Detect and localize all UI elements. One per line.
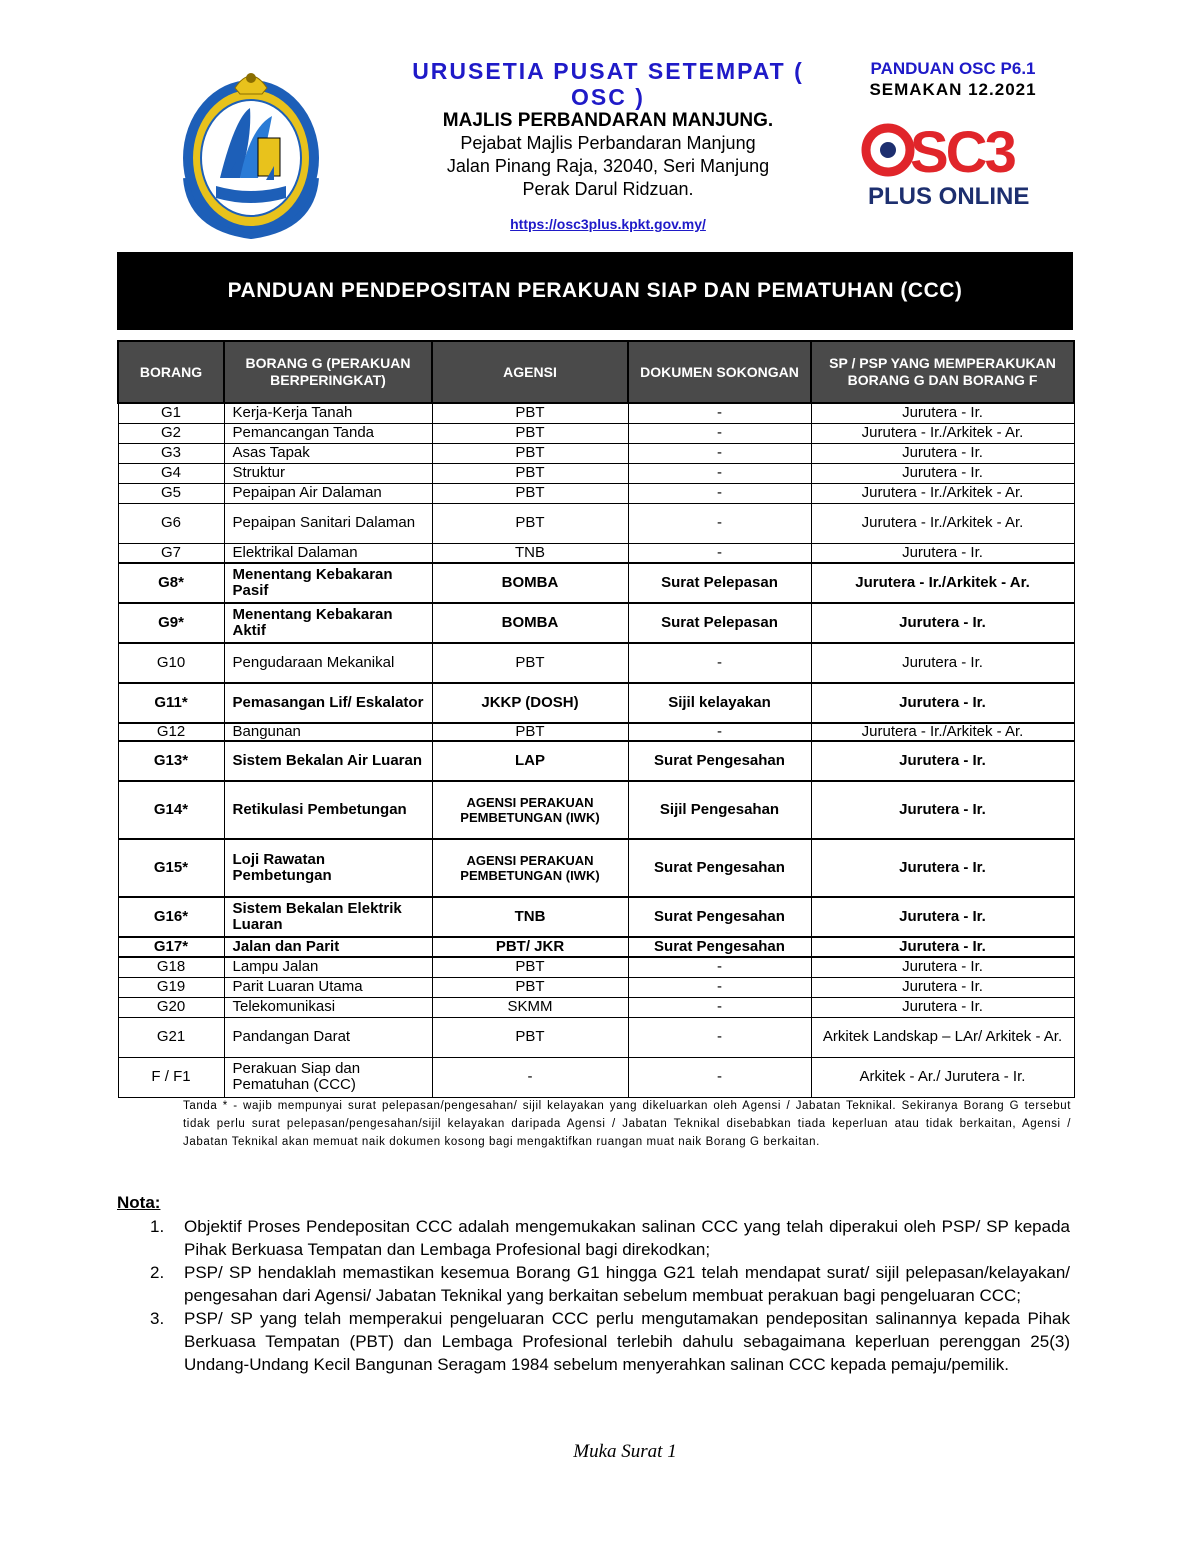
certifier-cell: Jurutera - Ir. xyxy=(811,897,1074,937)
form-description-cell: Pemasangan Lif/ Eskalator xyxy=(224,683,432,723)
supporting-document-cell: - xyxy=(628,463,811,483)
form-description-cell: Pemancangan Tanda xyxy=(224,423,432,443)
form-code-cell: G11* xyxy=(118,683,224,723)
table-row xyxy=(118,643,1074,683)
certifier-cell: Jurutera - Ir. xyxy=(811,643,1074,683)
table-row xyxy=(118,483,1074,503)
page-number: Muka Surat 1 xyxy=(573,1441,677,1462)
table-row xyxy=(118,723,1074,741)
table-row xyxy=(118,957,1074,977)
supporting-document-cell: Sijil kelayakan xyxy=(628,683,811,723)
agency-cell: PBT xyxy=(432,423,628,443)
form-description-cell: Pengudaraan Mekanikal xyxy=(224,643,432,683)
certifier-cell: Jurutera - Ir./Arkitek - Ar. xyxy=(811,483,1074,503)
reference-block xyxy=(848,58,1058,100)
osc-logo-subtitle: PLUS ONLINE xyxy=(868,183,1030,210)
table-row xyxy=(118,937,1074,957)
table-row xyxy=(118,741,1074,781)
address-line-3: Perak Darul Ridzuan. xyxy=(522,179,694,199)
svg-text:SC3: SC3 xyxy=(910,120,1014,185)
form-code-cell: G15* xyxy=(118,839,224,897)
table-row xyxy=(118,839,1074,897)
table-row xyxy=(118,977,1074,997)
supporting-document-cell: - xyxy=(628,1017,811,1057)
table-header-row xyxy=(118,341,1074,403)
supporting-document-cell: Sijil Pengesahan xyxy=(628,781,811,839)
column-header: SP / PSP YANG MEMPERAKUKAN BORANG G DAN BORANG F xyxy=(811,341,1074,403)
footnote: Tanda * - wajib mempunyai surat pelepasan/pengesahan/ sijil kelayakan yang dikeluarkan oleh Agensi / Jabatan Teknikal. Sekiranya Borang G tersebut tidak perlu surat pelepasan/pengesahan/sijil kelayakan daripada Agensi / Jabatan Teknikal disebabkan tiada keperluan atau tidak berkaitan, Agensi / Jabatan Teknikal akan memuat naik dokumen kosong bagi mengaktifkan ruangan muat naik Borang G berkaitan. xyxy=(183,1100,1071,1148)
supporting-document-cell: - xyxy=(628,403,811,423)
supporting-document-cell: Surat Pengesahan xyxy=(628,937,811,957)
supporting-document-cell: - xyxy=(628,997,811,1017)
osc3-plus-online-logo xyxy=(858,116,1054,210)
certifier-cell: Jurutera - Ir. xyxy=(811,977,1074,997)
header-title: URUSETIA PUSAT SETEMPAT ( OSC ) xyxy=(412,58,804,110)
table-row xyxy=(118,443,1074,463)
table-row xyxy=(118,897,1074,937)
table-row xyxy=(118,997,1074,1017)
form-description-cell: Lampu Jalan xyxy=(224,957,432,977)
supporting-document-cell: - xyxy=(628,957,811,977)
form-description-cell: Menentang Kebakaran Pasif xyxy=(224,563,432,603)
certifier-cell: Arkitek Landskap – LAr/ Arkitek - Ar. xyxy=(811,1017,1074,1057)
form-description-cell: Pepaipan Sanitari Dalaman xyxy=(224,503,432,543)
header-block xyxy=(390,58,826,234)
certifier-cell: Jurutera - Ir. xyxy=(811,781,1074,839)
certifier-cell: Jurutera - Ir./Arkitek - Ar. xyxy=(811,723,1074,741)
form-code-cell: G21 xyxy=(118,1017,224,1057)
table-row xyxy=(118,603,1074,643)
agency-cell: BOMBA xyxy=(432,563,628,603)
form-code-cell: G16* xyxy=(118,897,224,937)
form-description-cell: Pepaipan Air Dalaman xyxy=(224,483,432,503)
form-description-cell: Parit Luaran Utama xyxy=(224,977,432,997)
note-text: Objektif Proses Pendepositan CCC adalah mengemukakan salinan CCC yang telah diperakui oleh PSP/ SP kepada Pihak Berkuasa Tempatan dan Lembaga Profesional bagi direkodkan; xyxy=(184,1217,1070,1259)
certifier-cell: Jurutera - Ir. xyxy=(811,603,1074,643)
supporting-document-cell: - xyxy=(628,443,811,463)
certifier-cell: Jurutera - Ir. xyxy=(811,543,1074,563)
form-code-cell: G12 xyxy=(118,723,224,741)
table-row xyxy=(118,1057,1074,1097)
agency-cell: PBT xyxy=(432,443,628,463)
table-row xyxy=(118,423,1074,443)
form-code-cell: G14* xyxy=(118,781,224,839)
address-line-2: Jalan Pinang Raja, 32040, Seri Manjung xyxy=(446,156,770,176)
form-code-cell: G19 xyxy=(118,977,224,997)
table-row xyxy=(118,683,1074,723)
form-code-cell: G13* xyxy=(118,741,224,781)
form-code-cell: G17* xyxy=(118,937,224,957)
document-title: PANDUAN PENDEPOSITAN PERAKUAN SIAP DAN PEMATUHAN (CCC) xyxy=(117,252,1073,330)
supporting-document-cell: Surat Pelepasan xyxy=(628,563,811,603)
certifier-cell: Jurutera - Ir. xyxy=(811,937,1074,957)
supporting-document-cell: - xyxy=(628,503,811,543)
supporting-document-cell: - xyxy=(628,543,811,563)
agency-cell: TNB xyxy=(432,897,628,937)
table-row xyxy=(118,403,1074,423)
osc-website-link[interactable]: https://osc3plus.kpkt.gov.my/ xyxy=(510,216,706,232)
table-row xyxy=(118,463,1074,483)
column-header: BORANG xyxy=(118,341,224,403)
agency-cell: LAP xyxy=(432,741,628,781)
certifier-cell: Jurutera - Ir. xyxy=(811,463,1074,483)
form-code-cell: G2 xyxy=(118,423,224,443)
agency-cell: PBT xyxy=(432,503,628,543)
note-number: 1. xyxy=(150,1217,165,1236)
list-item xyxy=(144,1215,1070,1261)
certifier-cell: Jurutera - Ir. xyxy=(811,957,1074,977)
certifier-cell: Jurutera - Ir./Arkitek - Ar. xyxy=(811,423,1074,443)
agency-cell: PBT xyxy=(432,403,628,423)
note-number: 3. xyxy=(150,1309,165,1328)
form-description-cell: Telekomunikasi xyxy=(224,997,432,1017)
supporting-document-cell: Surat Pengesahan xyxy=(628,897,811,937)
agency-cell: PBT xyxy=(432,723,628,741)
column-header: BORANG G (PERAKUAN BERPERINGKAT) xyxy=(224,341,432,403)
supporting-document-cell: - xyxy=(628,423,811,443)
notes-heading: Nota: xyxy=(117,1193,161,1212)
agency-cell: PBT xyxy=(432,483,628,503)
form-code-cell: G1 xyxy=(118,403,224,423)
form-description-cell: Sistem Bekalan Elektrik Luaran xyxy=(224,897,432,937)
certifier-cell: Jurutera - Ir./Arkitek - Ar. xyxy=(811,563,1074,603)
form-description-cell: Menentang Kebakaran Aktif xyxy=(224,603,432,643)
council-name: MAJLIS PERBANDARAN MANJUNG. xyxy=(442,110,774,131)
table-row xyxy=(118,543,1074,563)
form-code-cell: G5 xyxy=(118,483,224,503)
list-item xyxy=(144,1307,1070,1376)
list-item xyxy=(144,1261,1070,1307)
form-description-cell: Loji Rawatan Pembetungan xyxy=(224,839,432,897)
agency-cell: AGENSI PERAKUAN PEMBETUNGAN (IWK) xyxy=(432,839,628,897)
certifier-cell: Jurutera - Ir. xyxy=(811,741,1074,781)
note-text: PSP/ SP hendaklah memastikan kesemua Borang G1 hingga G21 telah mendapat surat/ sijil pelepasan/kelayakan/ pengesahan dari Agensi/ Jabatan Teknikal yang berkaitan sebelum membuat perakuan bagi pengeluaran CCC; xyxy=(184,1263,1070,1305)
supporting-document-cell: Surat Pelepasan xyxy=(628,603,811,643)
agency-cell: PBT/ JKR xyxy=(432,937,628,957)
form-description-cell: Struktur xyxy=(224,463,432,483)
agency-cell: BOMBA xyxy=(432,603,628,643)
form-description-cell: Jalan dan Parit xyxy=(224,937,432,957)
form-code-cell: G6 xyxy=(118,503,224,543)
agency-cell: JKKP (DOSH) xyxy=(432,683,628,723)
note-number: 2. xyxy=(150,1263,165,1282)
agency-cell: PBT xyxy=(432,1017,628,1057)
form-code-cell: G18 xyxy=(118,957,224,977)
agency-cell: SKMM xyxy=(432,997,628,1017)
form-description-cell: Kerja-Kerja Tanah xyxy=(224,403,432,423)
form-code-cell: F / F1 xyxy=(118,1057,224,1097)
form-code-cell: G4 xyxy=(118,463,224,483)
note-text: PSP/ SP yang telah memperakui pengeluaran CCC perlu mengutamakan pendepositan salinannya kepada Pihak Berkuasa Tempatan (PBT) dan Lembaga Profesional terlebih dahulu sebagaimana keperluan perenggan 25(3) Undang-Undang Kecil Bangunan Seragam 1984 sebelum menyerahkan salinan CCC kepada pemaju/pemilik. xyxy=(184,1309,1070,1374)
certifier-cell: Jurutera - Ir. xyxy=(811,683,1074,723)
certifier-cell: Jurutera - Ir. xyxy=(811,403,1074,423)
form-code-cell: G9* xyxy=(118,603,224,643)
form-description-cell: Bangunan xyxy=(224,723,432,741)
notes-list xyxy=(144,1215,1070,1376)
form-description-cell: Sistem Bekalan Air Luaran xyxy=(224,741,432,781)
table-row xyxy=(118,781,1074,839)
supporting-document-cell: - xyxy=(628,723,811,741)
supporting-document-cell: - xyxy=(628,977,811,997)
form-description-cell: Perakuan Siap dan Pematuhan (CCC) xyxy=(224,1057,432,1097)
agency-cell: AGENSI PERAKUAN PEMBETUNGAN (IWK) xyxy=(432,781,628,839)
certifier-cell: Jurutera - Ir. xyxy=(811,443,1074,463)
agency-cell: - xyxy=(432,1057,628,1097)
form-code-cell: G8* xyxy=(118,563,224,603)
certifier-cell: Jurutera - Ir. xyxy=(811,839,1074,897)
council-crest-logo xyxy=(180,58,322,240)
form-description-cell: Elektrikal Dalaman xyxy=(224,543,432,563)
certifier-cell: Jurutera - Ir. xyxy=(811,997,1074,1017)
table-row xyxy=(118,563,1074,603)
supporting-document-cell: - xyxy=(628,1057,811,1097)
form-code-cell: G7 xyxy=(118,543,224,563)
certifier-cell: Arkitek - Ar./ Jurutera - Ir. xyxy=(811,1057,1074,1097)
supporting-document-cell: - xyxy=(628,643,811,683)
certifier-cell: Jurutera - Ir./Arkitek - Ar. xyxy=(811,503,1074,543)
agency-cell: PBT xyxy=(432,957,628,977)
reference-code: PANDUAN OSC P6.1 xyxy=(870,59,1036,78)
form-code-cell: G3 xyxy=(118,443,224,463)
supporting-document-cell: Surat Pengesahan xyxy=(628,741,811,781)
agency-cell: PBT xyxy=(432,643,628,683)
agency-cell: PBT xyxy=(432,977,628,997)
column-header: AGENSI xyxy=(432,341,628,403)
form-description-cell: Asas Tapak xyxy=(224,443,432,463)
agency-cell: TNB xyxy=(432,543,628,563)
form-code-cell: G20 xyxy=(118,997,224,1017)
form-description-cell: Pandangan Darat xyxy=(224,1017,432,1057)
address-line-1: Pejabat Majlis Perbandaran Manjung xyxy=(460,133,756,153)
table-row xyxy=(118,1017,1074,1057)
ccc-forms-table xyxy=(117,340,1075,1098)
table-row xyxy=(118,503,1074,543)
revision-label: SEMAKAN 12.2021 xyxy=(869,80,1037,99)
agency-cell: PBT xyxy=(432,463,628,483)
form-description-cell: Retikulasi Pembetungan xyxy=(224,781,432,839)
column-header: DOKUMEN SOKONGAN xyxy=(628,341,811,403)
supporting-document-cell: Surat Pengesahan xyxy=(628,839,811,897)
supporting-document-cell: - xyxy=(628,483,811,503)
form-code-cell: G10 xyxy=(118,643,224,683)
